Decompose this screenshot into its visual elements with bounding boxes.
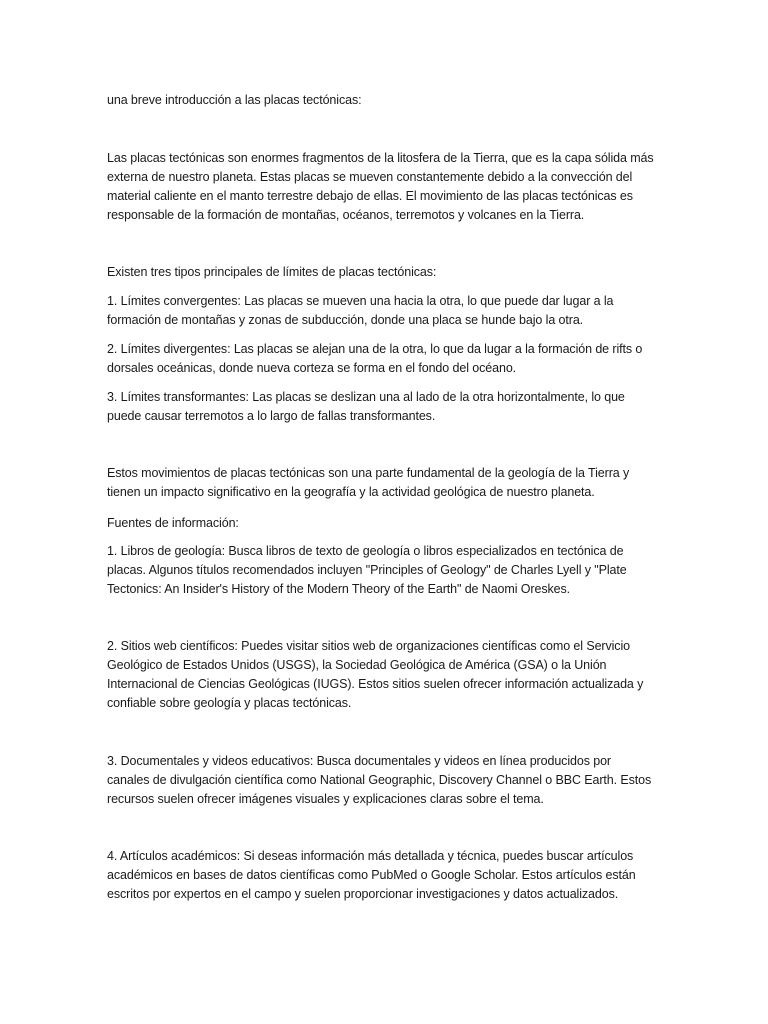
source-academic-articles-item: 4. Artículos académicos: Si deseas información más detallada y técnica, puedes buscar artículos académicos en bases de datos científicas como PubMed o Google Scholar. Estos artículos están escritos por expertos en el campo y suelen proporcionar investigaciones y datos actualizados. (107, 849, 636, 901)
tectonic-plates-paragraph: Las placas tectónicas son enormes fragmentos de la litosfera de la Tierra, que es la capa sólida más externa de nuestro planeta. Estas placas se mueven constantemente debido a la convección del material caliente en el manto terrestre debajo de ellas. El movimiento de las placas tectónicas es responsable de la formación de montañas, océanos, terremotos y volcanes en la Tierra. (107, 151, 654, 222)
source-documentaries-item: 3. Documentales y videos educativos: Busca documentales y videos en línea producidos por canales de divulgación científica como National Geographic, Discovery Channel o BBC Earth. Estos recursos suelen ofrecer imágenes visuales y explicaciones claras sobre el tema. (107, 754, 652, 806)
divergent-boundaries-item: 2. Límites divergentes: Las placas se alejan una de la otra, lo que da lugar a la formación de rifts o dorsales oceánicas, donde nueva corteza se forma en el fondo del océano. (107, 342, 643, 375)
intro-line: una breve introducción a las placas tectónicas: (107, 93, 362, 107)
document-page (107, 0, 667, 1024)
sources-heading: Fuentes de información: (107, 516, 239, 530)
transform-boundaries-item: 3. Límites transformantes: Las placas se deslizan una al lado de la otra horizontalmente, lo que puede causar terremotos a lo largo de fallas transformantes. (107, 390, 625, 423)
source-books-item: 1. Libros de geología: Busca libros de texto de geología o libros especializados en tectónica de placas. Algunos títulos recomendados incluyen "Principles of Geology" de Charles Lyell y "Plate Tectonics: An Insider's History of the Modern Theory of the Earth" de Naomi Oreskes. (107, 544, 627, 596)
conclusion-paragraph: Estos movimientos de placas tectónicas son una parte fundamental de la geología de la Tierra y tienen un impacto significativo en la geografía y la actividad geológica de nuestro planeta. (107, 466, 630, 499)
source-websites-item: 2. Sitios web científicos: Puedes visitar sitios web de organizaciones científicas como el Servicio Geológico de Estados Unidos (USGS), la Sociedad Geológica de América (GSA) o la Unión Internacional de Ciencias Geológicas (IUGS). Estos sitios suelen ofrecer información actualizada y confiable sobre geología y placas tectónicas. (107, 639, 644, 710)
convergent-boundaries-item: 1. Límites convergentes: Las placas se mueven una hacia la otra, lo que puede dar lugar a la formación de montañas y zonas de subducción, donde una placa se hunde bajo la otra. (107, 294, 614, 327)
plate-boundaries-intro: Existen tres tipos principales de límites de placas tectónicas: (107, 265, 437, 279)
